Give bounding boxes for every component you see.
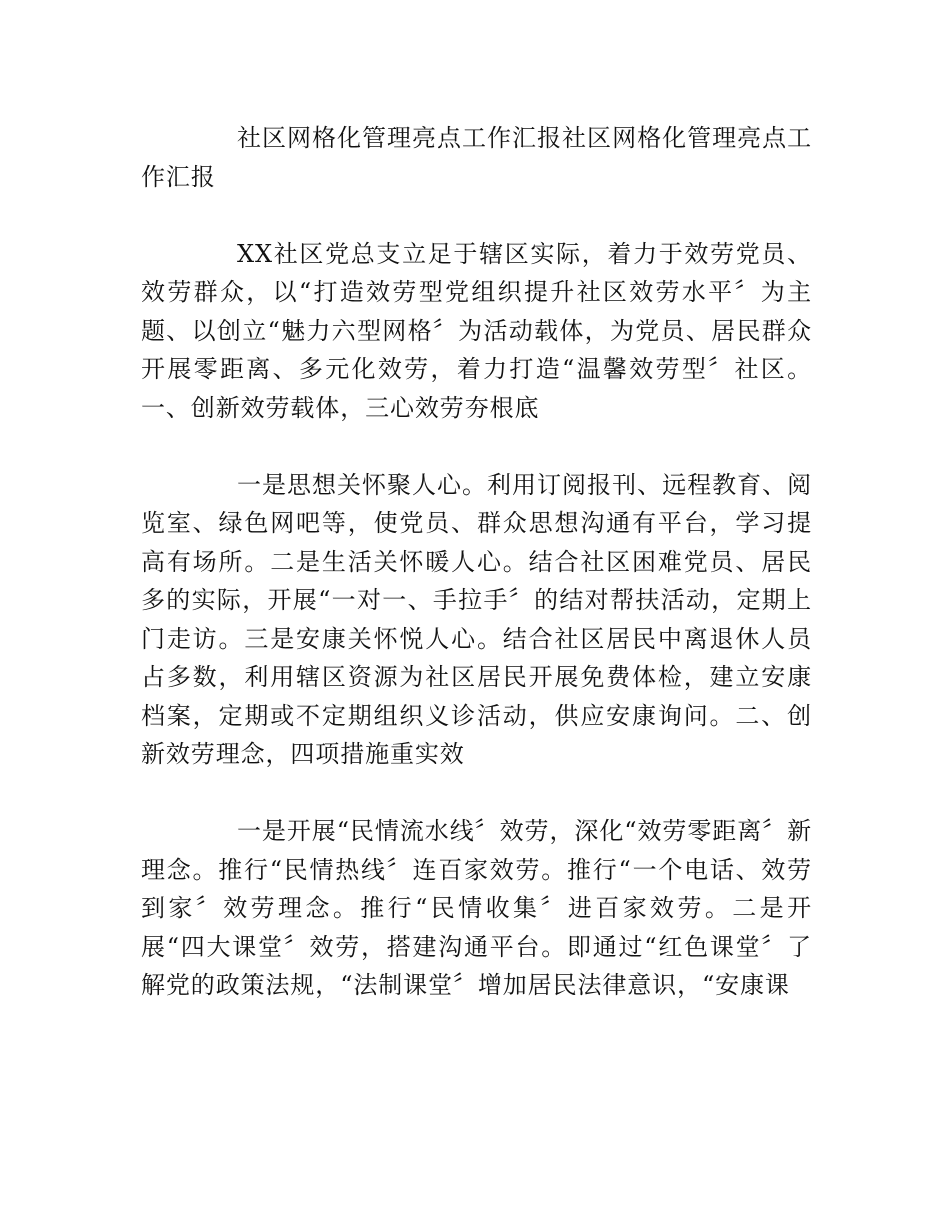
paragraph-gap [141,196,812,235]
document-body [141,119,812,1005]
document-title: 社区网格化管理亮点工作汇报社区网格化管理亮点工作汇报 [141,124,812,191]
paragraph-intro: XX社区党总支立足于辖区实际，着力于效劳党员、效劳群众，以“打造效劳型党组织提升社区效劳水平〞为主题、以创立“魅力六型网格〞为活动载体，为党员、居民群众开展零距离、多元化效劳，着力打造“温馨效劳型〞社区。一、创新效劳载体，三心效劳夯根底 [141,239,812,422]
paragraph-gap [141,427,812,466]
paragraph-gap [141,774,812,813]
paragraph-section-two: 一是开展“民情流水线〞效劳，深化“效劳零距离〞新理念。推行“民情热线〞连百家效劳。推行“一个电话、效劳到家〞效劳理念。推行“民情收集〞进百家效劳。二是开展“四大课堂〞效劳，搭建沟通平台。即通过“红色课堂〞了解党的政策法规，“法制课堂〞增加居民法律意识，“安康课 [141,817,812,999]
paragraph-section-one: 一是思想关怀聚人心。利用订阅报刊、远程教育、阅览室、绿色网吧等，使党员、群众思想沟通有平台，学习提高有场所。二是生活关怀暖人心。结合社区困难党员、居民多的实际，开展“一对一、手拉手〞的结对帮扶活动，定期上门走访。三是安康关怀悦人心。结合社区居民中离退休人员占多数，利用辖区资源为社区居民开展免费体检，建立安康档案，定期或不定期组织义诊活动，供应安康询问。二、创新效劳理念，四项措施重实效 [141,470,812,768]
